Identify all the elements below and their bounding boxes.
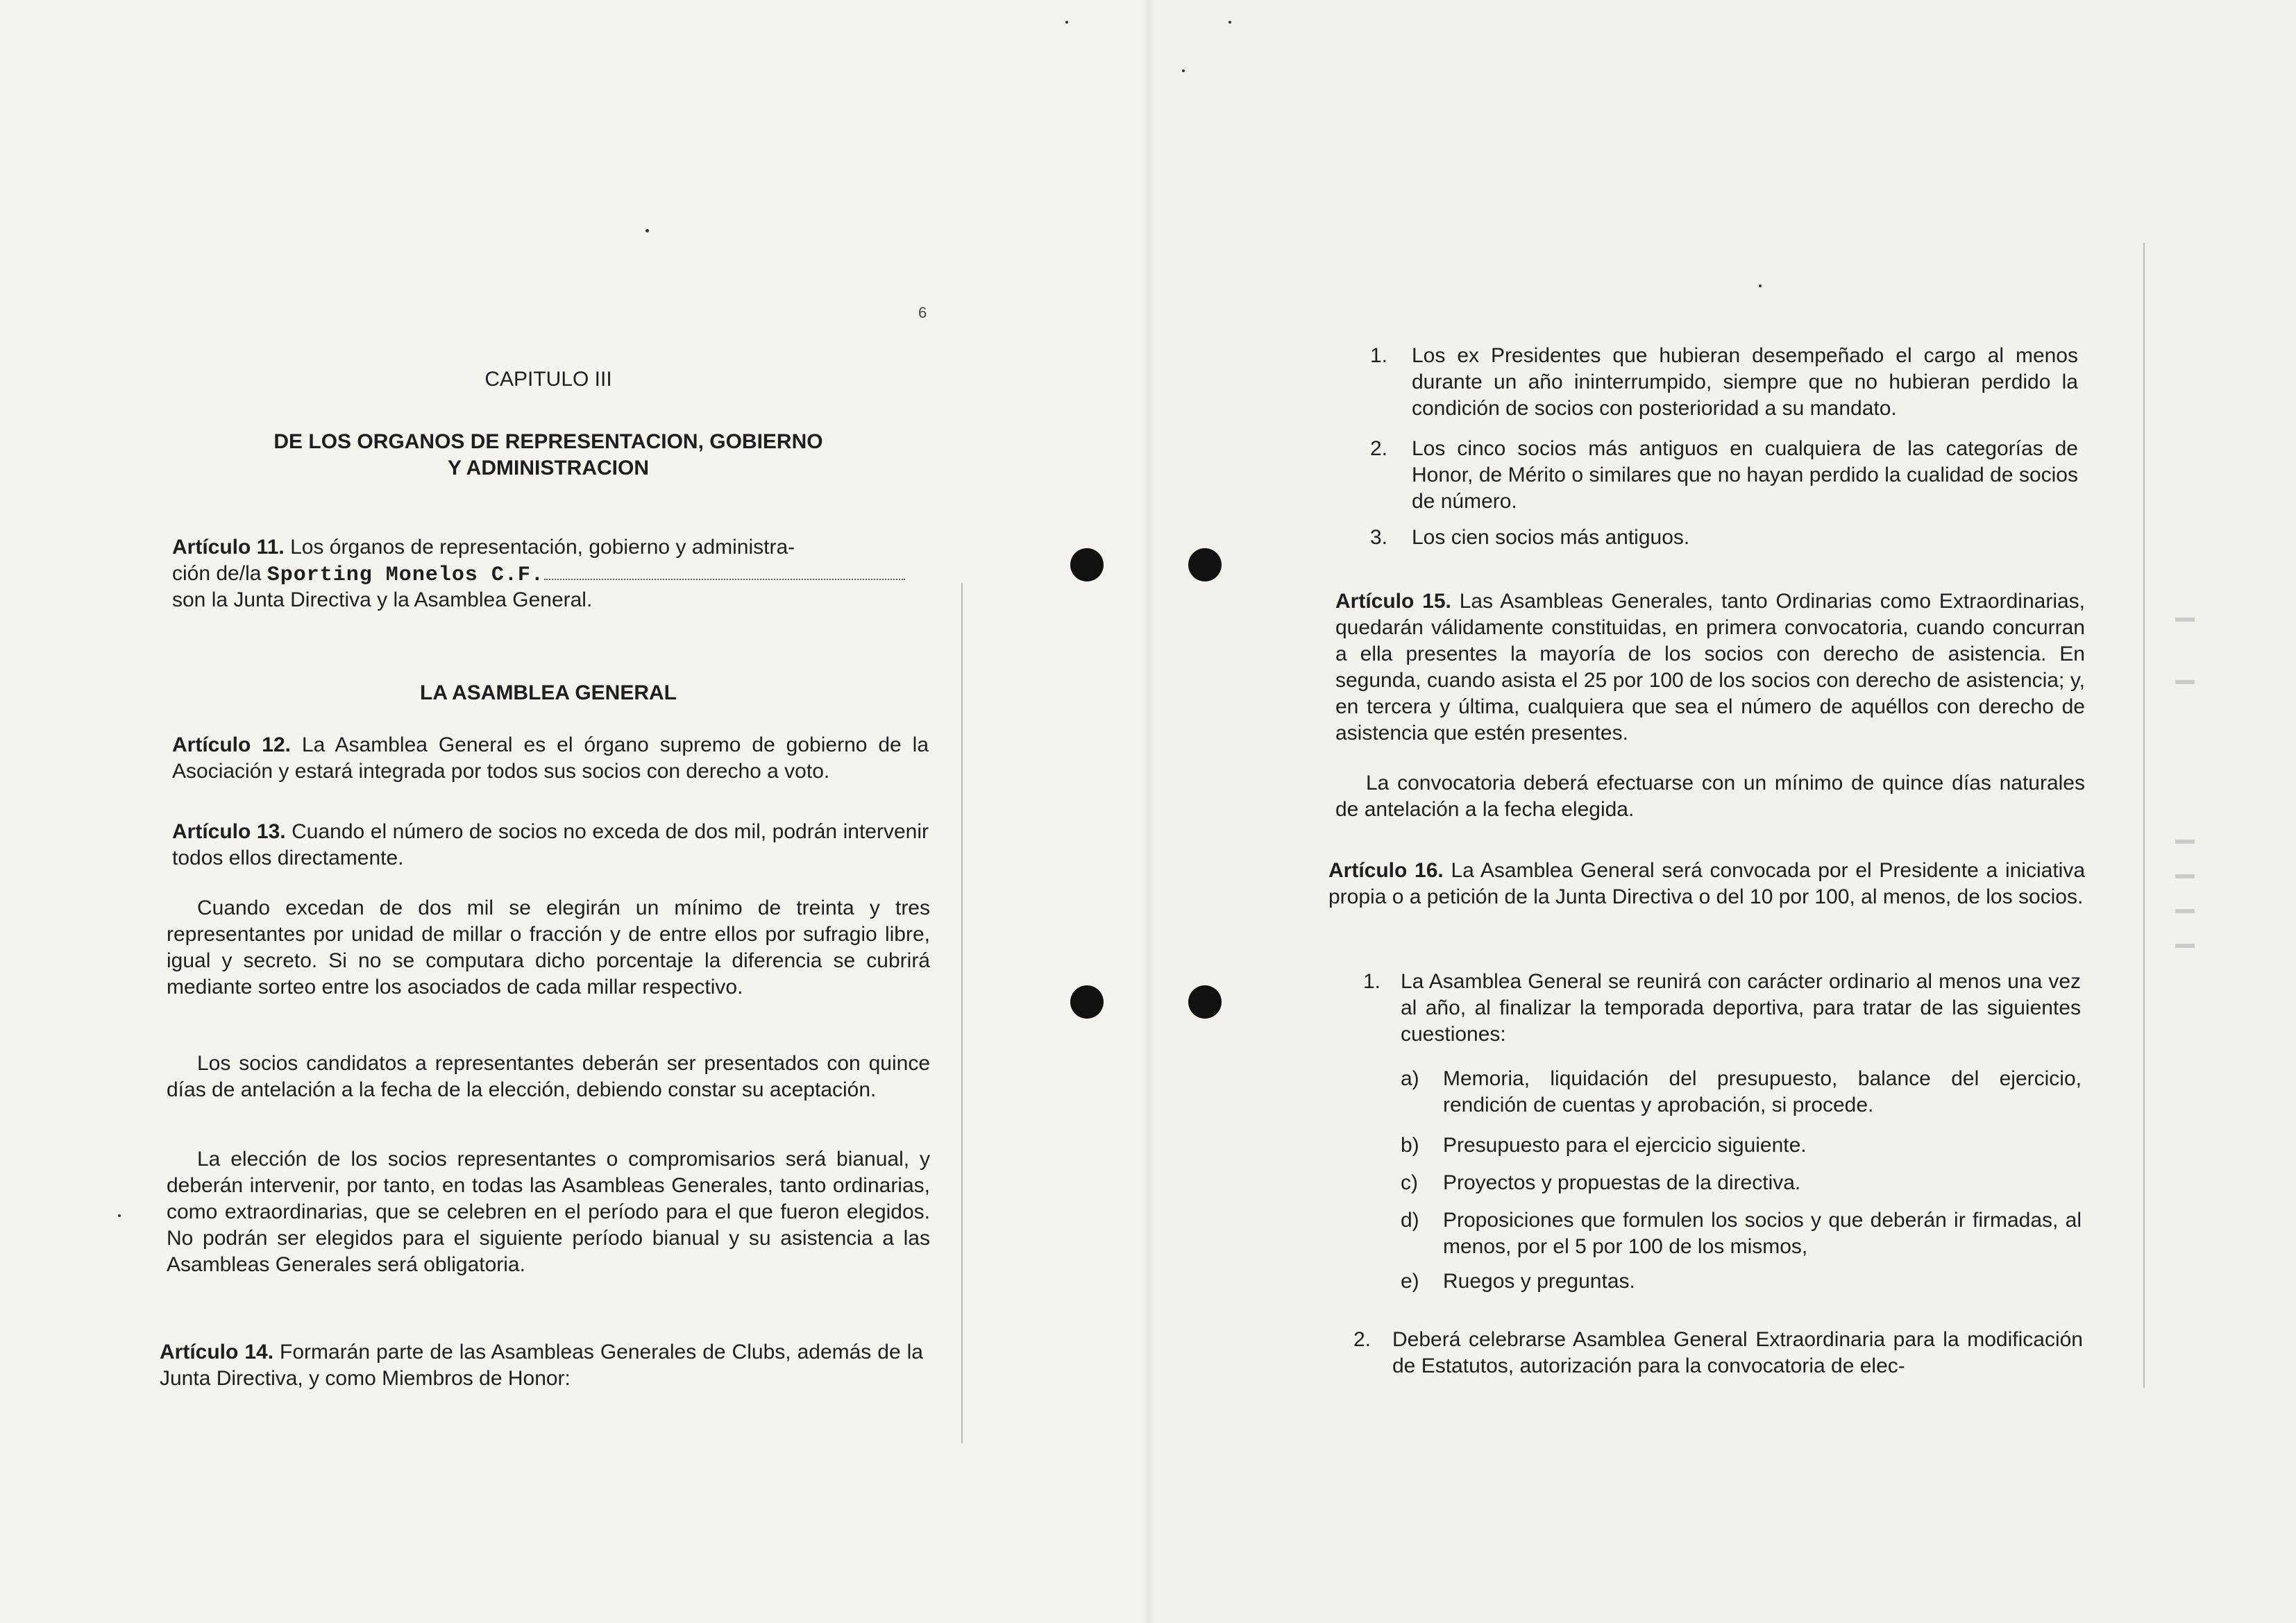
right-page bbox=[1148, 0, 2296, 1623]
subitem-a: Memoria, liquidación del presupuesto, balance del ejercicio, rendición de cuentas y aprobación, si procede. bbox=[1443, 1067, 2082, 1116]
article-13-text: Cuando el número de socios no exceda de dos mil, podrán intervenir todos ellos directamente. bbox=[172, 820, 929, 869]
scan-mark bbox=[2175, 618, 2195, 622]
member-item-3: Los cien socios más antiguos. bbox=[1412, 526, 1690, 549]
article-15-paragraph-2: La convocatoria deberá efectuarse con un mínimo de quince días naturales de antelación a la fecha elegida. bbox=[1335, 772, 2085, 821]
article-16-text: La Asamblea General será convocada por el Presidente a iniciativa propia o a petición de la Junta Directiva o del 10 por 100, al menos, de los socios. bbox=[1328, 859, 2085, 908]
subitem-b-letter: b) bbox=[1401, 1134, 1419, 1157]
chapter-title-line1: DE LOS ORGANOS DE REPRESENTACION, GOBIERNO bbox=[273, 430, 823, 453]
club-name-typed: Sporting Monelos C.F. bbox=[267, 563, 544, 587]
article-16-label: Artículo 16. bbox=[1328, 859, 1444, 882]
article-14-label: Artículo 14. bbox=[160, 1341, 274, 1363]
speck bbox=[1182, 69, 1185, 72]
article-15-label: Artículo 15. bbox=[1335, 590, 1451, 613]
section-heading: LA ASAMBLEA GENERAL bbox=[420, 681, 677, 704]
chapter-title-line2: Y ADMINISTRACION bbox=[447, 457, 649, 479]
subitem-d: Proposiciones que formulen los socios y que deberán ir firmadas, al menos, por el 5 por 100 de los mismos, bbox=[1443, 1209, 2082, 1258]
article-11-line1 bbox=[172, 534, 929, 561]
article-14-text: Formarán parte de las Asambleas Generales de Clubs, además de la Junta Directiva, y como Miembros de Honor: bbox=[160, 1341, 923, 1390]
scan-mark bbox=[2175, 944, 2195, 948]
article-16-item-1: La Asamblea General se reunirá con carácter ordinario al menos una vez al año, al finalizar la temporada deportiva, para tratar de las siguientes cuestiones: bbox=[1401, 970, 2081, 1046]
member-item-2-number: 2. bbox=[1370, 437, 1388, 460]
speck bbox=[645, 229, 649, 232]
article-12-label: Artículo 12. bbox=[172, 733, 291, 756]
punch-hole bbox=[1070, 985, 1104, 1019]
punch-hole bbox=[1070, 548, 1104, 581]
subitem-b: Presupuesto para el ejercicio siguiente. bbox=[1443, 1134, 1807, 1157]
punch-hole bbox=[1188, 548, 1222, 581]
article-11-label: Artículo 11. bbox=[172, 536, 285, 559]
scan-mark bbox=[2175, 680, 2195, 684]
speck bbox=[1065, 21, 1068, 24]
article-13 bbox=[172, 819, 929, 872]
article-11-text2: ción de/la bbox=[172, 562, 262, 585]
article-12-text: La Asamblea General es el órgano supremo de gobierno de la Asociación y estará integrada por todos sus socios con derecho a voto. bbox=[172, 733, 929, 783]
member-item-2: Los cinco socios más antiguos en cualquiera de las categorías de Honor, de Mérito o similares que no hayan perdido la cualidad de socios de número. bbox=[1412, 437, 2078, 513]
scan-mark bbox=[2175, 840, 2195, 844]
article-16 bbox=[1328, 858, 2085, 910]
speck bbox=[1759, 284, 1762, 287]
scan-mark bbox=[2175, 874, 2195, 878]
article-15-text: Las Asambleas Generales, tanto Ordinarias como Extraordinarias, quedarán válidamente constituidas, en primera convocatoria, cuando concurran a ella presentes la mayoría de los socios con derecho de asistencia. En segunda, cuando asista el 25 por 100 de los socios con derecho de asistencia; y, en tercera y última, cualquiera que sea el número de aquéllos con derecho de asistencia que estén presentes. bbox=[1335, 590, 2085, 745]
article-15 bbox=[1335, 588, 2085, 747]
article-11-line3: son la Junta Directiva y la Asamblea General. bbox=[172, 588, 593, 611]
article-16-item-1-number: 1. bbox=[1363, 970, 1381, 993]
member-item-1-number: 1. bbox=[1370, 344, 1388, 367]
subitem-e-letter: e) bbox=[1401, 1270, 1419, 1293]
page-stamp: 6 bbox=[918, 304, 927, 321]
dotted-fill-line bbox=[544, 579, 905, 580]
punch-hole bbox=[1188, 985, 1222, 1019]
chapter-heading: CAPITULO III bbox=[484, 368, 612, 391]
subitem-c-letter: c) bbox=[1401, 1171, 1418, 1194]
page-fold bbox=[1142, 0, 1154, 1623]
subitem-d-letter: d) bbox=[1401, 1209, 1419, 1232]
subitem-e: Ruegos y preguntas. bbox=[1443, 1270, 1635, 1293]
article-11-text1: Los órganos de representación, gobierno y administra- bbox=[290, 536, 795, 559]
subitem-a-letter: a) bbox=[1401, 1067, 1419, 1090]
article-12 bbox=[172, 732, 929, 785]
speck bbox=[118, 1214, 121, 1217]
article-11-line2 bbox=[172, 561, 929, 588]
article-13-paragraph-3: Los socios candidatos a representantes deberán ser presentados con quince días de antelación a la fecha de la elección, debiendo constar su aceptación. bbox=[167, 1052, 930, 1101]
article-13-label: Artículo 13. bbox=[172, 820, 286, 843]
article-16-item-2: Deberá celebrarse Asamblea General Extraordinaria para la modificación de Estatutos, autorización para la convocatoria de elec- bbox=[1392, 1328, 2083, 1377]
article-13-paragraph-4: La elección de los socios representantes o compromisarios será bianual, y deberán intervenir, por tanto, en todas las Asambleas Generales, tanto ordinarias, como extraordinarias, que se celebren en el período para el que fueron elegidos. No podrán ser elegidos para el siguiente período bianual y su asistencia a las Asambleas Generales será obligatoria. bbox=[167, 1148, 930, 1276]
subitem-c: Proyectos y propuestas de la directiva. bbox=[1443, 1171, 1801, 1194]
member-item-3-number: 3. bbox=[1370, 526, 1388, 549]
article-14 bbox=[160, 1339, 923, 1392]
article-16-item-2-number: 2. bbox=[1353, 1328, 1371, 1351]
scan-mark bbox=[2175, 909, 2195, 913]
speck bbox=[1229, 21, 1231, 24]
article-13-paragraph-2: Cuando excedan de dos mil se elegirán un mínimo de treinta y tres representantes por unidad de millar o fracción y de entre ellos por sufragio libre, igual y secreto. Si no se computara dicho porcentaje la diferencia se cubrirá mediante sorteo entre los asociados de cada millar respectivo. bbox=[167, 897, 930, 999]
member-item-1: Los ex Presidentes que hubieran desempeñado el cargo al menos durante un año ininterrumpido, siempre que no hubieran perdido la condición de socios con posterioridad a su mandato. bbox=[1412, 344, 2078, 420]
margin-line bbox=[961, 583, 963, 1443]
margin-line bbox=[2143, 243, 2145, 1388]
